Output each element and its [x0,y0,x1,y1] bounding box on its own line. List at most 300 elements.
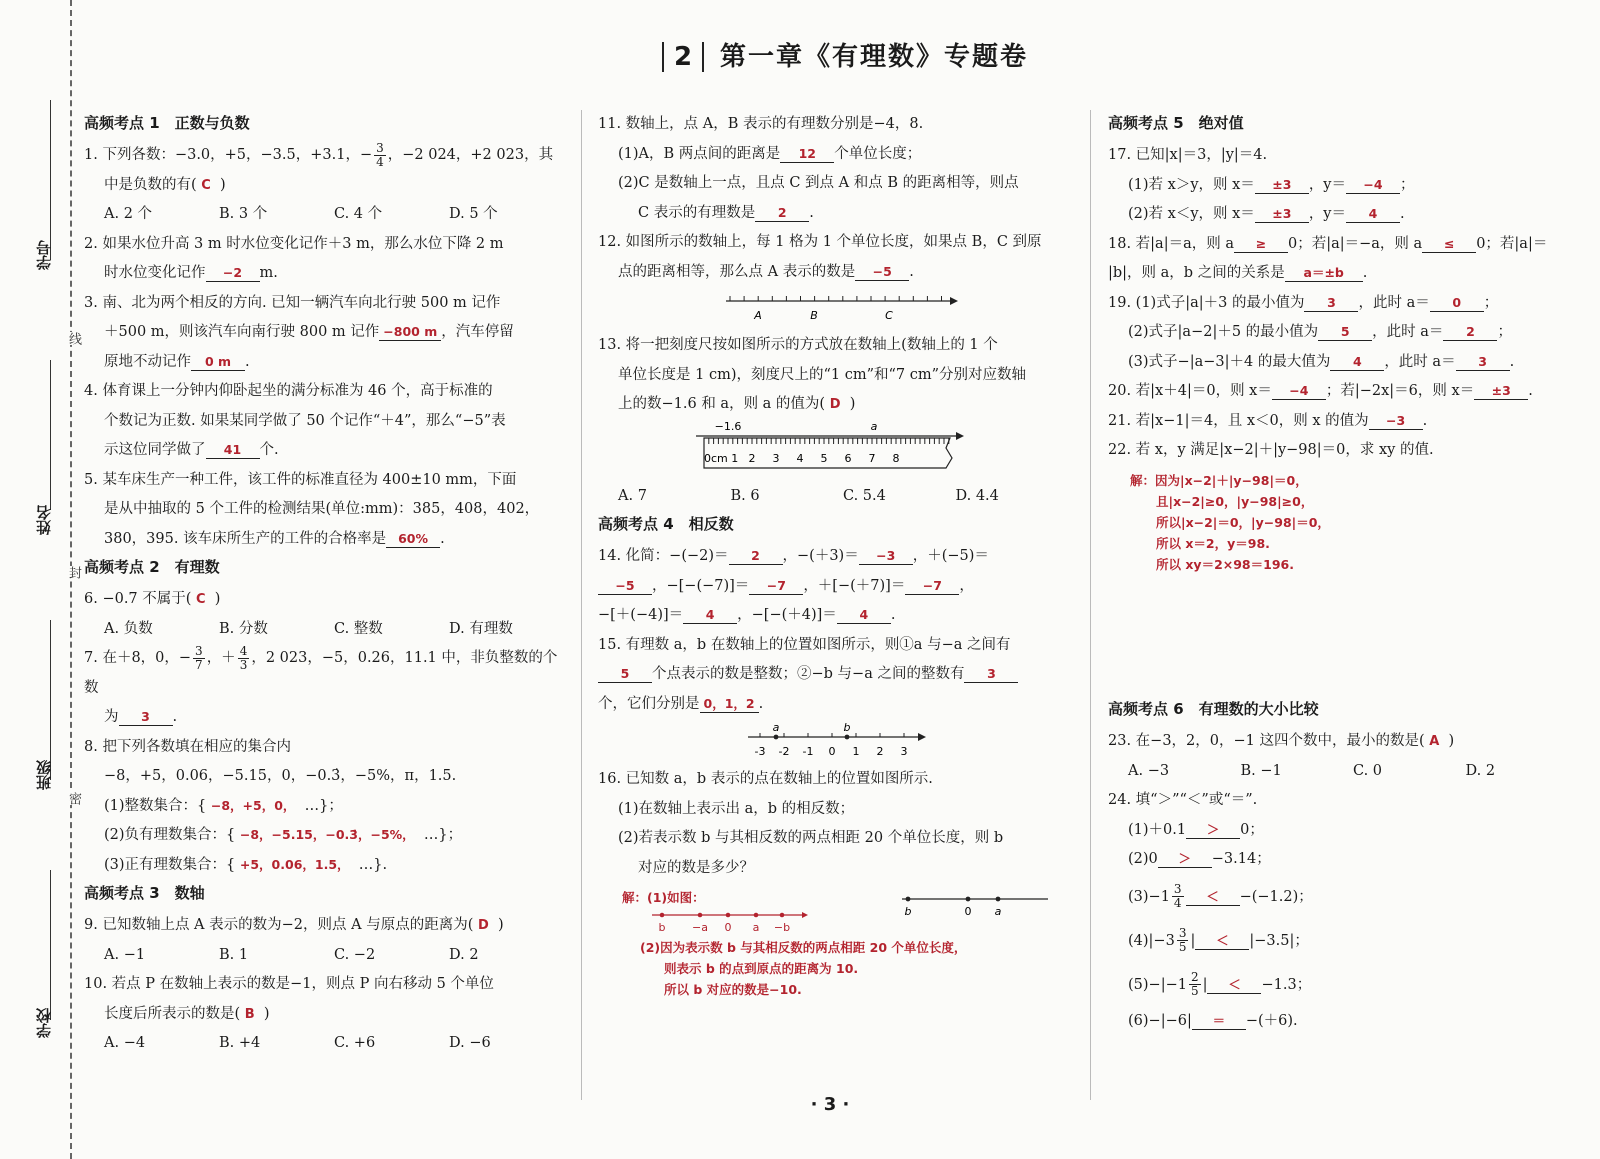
title-number: 2 [662,42,704,72]
tick-label: 1 [852,745,860,758]
answer: +5，0.06，1.5， [239,856,350,872]
denominator: 4 [1173,896,1182,910]
text: (2)若 x＜y，则 x＝ [1128,206,1255,222]
text: 14. 化简：−(−2)＝ [598,548,729,564]
label-a: a [994,905,1002,918]
tick-label: 3 [900,745,908,758]
point-b [845,735,850,740]
question-11 [598,110,1068,228]
text: 个点表示的数是整数；②−b 与−a 之间的整数有 [652,666,965,682]
solution-text: 且|x−2|≥0，|y−98|≥0， [1156,493,1314,509]
text: ； [1483,294,1499,311]
point-neg-b [780,913,785,918]
point-a [774,735,779,740]
solution-text: 所以 xy＝2×98＝196. [1156,556,1294,572]
title-text: 第一章《有理数》专题卷 [720,42,1029,72]
label-0: 0 [964,905,972,918]
number-line-figure [598,719,1068,761]
answer: 3 [1304,295,1358,312]
question-17 [1108,141,1578,230]
text: ，汽车停留 [441,324,514,340]
text: (3)正有理数集合：{ [104,856,236,873]
text: ，此时 a＝ [1358,294,1430,311]
text: …}； [423,827,463,843]
text: . [1528,383,1533,399]
text: ) [497,917,504,933]
section-6-block [1108,696,1578,1036]
label-c: C [885,309,893,322]
text: 9. 已知数轴上点 A 表示的数为−2，则点 A 与原点的距离为( [84,917,474,933]
denominator: 7 [195,657,203,672]
field-line-xingming [50,360,51,510]
denominator: 5 [1190,984,1199,998]
text: | [1190,932,1196,949]
option-c: C. 0 [1353,762,1383,779]
option-a: A. 2 个 [104,206,153,222]
answer: −7 [905,578,959,595]
solution-number-line [648,907,818,937]
text: 0；若|a|＝ [1476,235,1548,252]
denominator: 5 [1178,940,1187,954]
answer: 4 [837,607,891,624]
option-b: B. −1 [1240,762,1282,779]
answer: ＜ [1195,933,1249,950]
text: ) [1448,733,1455,749]
text: 长度后所表示的数是( [104,1005,241,1022]
cut-char-xian: 线 [66,332,81,345]
numerator: 3 [195,643,203,658]
text: 2. 如果水位升高 3 m 时水位变化记作＋3 m，那么水位下降 2 m [84,235,504,252]
text: 10. 若点 P 在数轴上表示的数是−1，则点 P 向右移动 5 个单位 [84,976,494,992]
text: | [1202,976,1208,993]
text: 11. 数轴上，点 A，B 表示的有理数分别是−4，8. [598,116,924,132]
options [1108,757,1578,787]
ticks [730,296,942,301]
text: ，此时 a＝ [1384,353,1456,370]
text: ，−2 024，+2 023，其 [387,147,554,163]
answer: ＞ [1158,851,1212,868]
page-number: · 3 · [810,1094,850,1115]
text: (2)C 是数轴上一点，且点 C 到点 A 和点 B 的距离相等，则点 [618,175,1019,191]
label-b: B [810,309,818,322]
denominator: 3 [239,657,248,672]
answer: ＝ [1192,1013,1246,1030]
solution-text: 所以 x＝2，y＝98. [1156,535,1270,551]
text: (3)−1 [1128,888,1170,905]
text: ，−(＋3)＝ [782,548,859,564]
answer: −8，−5.15，−0.3̇，−5%， [239,827,415,842]
tick-label: 0 [828,745,836,758]
answer: 5 [598,666,652,683]
tick-label: -1 [802,745,814,758]
point-b [906,897,911,902]
answer: −800 m [379,324,441,341]
label-neg-a: −a [692,921,708,934]
cut-line [70,0,72,1159]
text: 24. 填“＞”“＜”或“＝”. [1108,792,1258,808]
text: ＋500 m，则该汽车向南行驶 800 m 记作 [104,324,380,340]
label-0: 0 [724,921,732,934]
option-d: D. 4.4 [955,487,999,504]
solution-text: 所以 b 对应的数是−10. [664,982,802,997]
text: 8. 把下列各数填在相应的集合内 [84,738,291,755]
text: (4)|−3 [1128,932,1175,949]
option-c: C. 5.4 [843,487,886,504]
text: ；若|−2x|＝6，则 x＝ [1325,383,1475,399]
label-banji: 班级 [35,760,53,790]
solution-text: 解：(1)如图： [622,890,705,905]
text: 0； [1240,821,1264,838]
option-d: D. 2 [449,946,479,963]
answer: 2 [1443,324,1497,341]
solution-text: 所以|x−2|＝0，|y−98|＝0， [1156,514,1330,530]
text: 12. 如图所示的数轴上，每 1 格为 1 个单位长度，如果点 B，C 到原 [598,234,1042,250]
fraction [1177,927,1189,954]
ruler-num: 7 [868,451,876,465]
answer: ＞ [1186,822,1240,839]
text: 3. 南、北为两个相反的方向. 已知一辆汽车向北行驶 500 m 记作 [84,294,501,311]
text: |b|，则 a，b 之间的关系是 [1108,265,1285,281]
ruler-ticks [704,438,949,444]
section-heading: 高频考点 5 绝对值 [1108,114,1244,132]
answer: 3 [1456,354,1510,371]
label-a: a [752,921,760,934]
field-line-xuehao [50,100,51,260]
label-b: b [843,721,851,734]
label-neg-b: −b [773,921,791,934]
text: . [909,263,914,280]
option-a: A. 7 [618,487,647,504]
label-b: b [658,921,666,934]
option-c: C. 整数 [334,620,383,637]
text: . [1509,353,1515,370]
answer: ±3 [1474,383,1528,400]
question-3 [84,289,564,378]
ruler-figure [598,420,1068,478]
text: 22. 若 x，y 满足|x−2|＋|y−98|＝0，求 xy 的值. [1108,442,1434,458]
options [598,482,1068,512]
question-13 [598,331,1068,511]
option-d: D. 5 个 [449,206,498,222]
text: (6)−|−6| [1128,1012,1192,1029]
text: 为 [104,709,119,725]
point-a [996,897,1001,902]
answer: ≤ [1422,236,1476,253]
question-4 [84,377,564,466]
cut-char-mi: 密 [66,792,81,805]
answer: B [244,1006,255,1022]
point-0 [726,913,731,918]
text: ) [849,396,856,412]
text: . [440,530,445,547]
text: 23. 在−3，2，0，−1 这四个数中，最小的数是( [1108,733,1425,749]
arrow [802,912,808,918]
text: ，−[−(−7)]＝ [652,577,750,594]
text: ，此时 a＝ [1372,324,1444,340]
arrow [950,297,958,305]
text: −(＋6). [1245,1012,1298,1029]
option-b: B. 分数 [219,620,268,637]
text: 时水位变化记作 [104,265,206,281]
answer: A [1429,734,1440,749]
text: −3.14； [1211,851,1271,867]
number-line-figure [598,287,1068,327]
option-c: C. −2 [334,946,376,963]
answer: 5 [1318,324,1372,341]
answer: ＜ [1186,889,1240,906]
text: 个数记为正数. 如果某同学做了 50 个记作“＋4”，那么“−5”表 [104,412,506,429]
answer: 2 [755,205,809,222]
option-d: D. 有理数 [449,620,513,637]
answer: 3 [119,709,173,726]
binding-margin [0,0,81,1159]
ruler-num: 5 [820,451,828,465]
text: (5)−|−1 [1128,976,1187,993]
text: 是从中抽取的 5 个工件的检测结果(单位:mm)：385，408，402， [104,501,540,517]
answer: 4 [683,607,737,624]
text: (1)＋0.1 [1128,821,1187,838]
point-b [660,913,665,918]
question-12 [598,228,1068,331]
text: (2)负有理数集合：{ [104,827,236,843]
question-24 [1108,786,1578,1036]
answer: ＜ [1207,977,1261,994]
answer: −4 [1346,177,1400,194]
text: (3)式子−|a−3|＋4 的最大值为 [1128,353,1331,370]
answer: 0，1，2 [700,696,759,713]
answer: D [477,918,489,933]
section-heading: 高频考点 3 数轴 [84,884,205,902]
point-0 [966,897,971,902]
ruler-num: 0cm 1 [704,451,739,465]
answer: −7 [749,578,803,595]
solution-text: 解：因为|x−2|＋|y−98|＝0， [1130,472,1308,488]
text: ，＋[−(＋7)]＝ [803,577,906,594]
option-a: A. −3 [1128,762,1170,779]
section-heading: 高频考点 4 相反数 [598,515,734,533]
question-7 [84,644,564,733]
text: 点的距离相等，那么点 A 表示的数是 [618,263,856,280]
question-9 [84,911,564,970]
column-divider [1090,110,1091,1100]
text: 17. 已知|x|＝3，|y|＝4. [1108,147,1268,163]
text: ，y＝ [1308,176,1347,193]
text: 示这位同学做了 [104,442,206,458]
ruler-num: 6 [844,451,852,465]
section-heading: 高频考点 2 有理数 [84,558,220,576]
question-22 [1108,436,1578,575]
text: 中是负数的有( [104,176,197,193]
question-19 [1108,289,1578,378]
question-10 [84,970,564,1059]
question-5 [84,466,564,555]
text: ，＋ [206,650,236,666]
text: ) [263,1005,270,1022]
option-b: B. +4 [219,1035,261,1051]
text: 6. −0.7 不属于( [84,591,192,607]
text: (2)式子|a−2|＋5 的最小值为 [1128,324,1319,340]
text: ， [959,577,974,594]
text: 4. 体育课上一分钟内仰卧起坐的满分标准为 46 个，高于标准的 [84,383,493,399]
tick-label: -3 [754,745,766,758]
label-a: A [754,309,762,322]
answer: 0 m [191,354,245,371]
label-minus-1-6: −1.6 [714,419,742,433]
answer: −2 [206,265,260,282]
answer: D [829,397,841,412]
section-heading: 高频考点 6 有理数的大小比较 [1108,700,1319,718]
text: . [1362,265,1368,281]
answer: 4 [1346,206,1400,223]
text: (1)整数集合：{ [104,797,207,814]
option-b: B. 6 [730,487,760,504]
answer: 0 [1430,295,1484,312]
column-right [1108,110,1578,1029]
fraction [1172,883,1184,910]
text: . [809,204,814,221]
text: 7. 在＋8，0，− [84,650,192,666]
answer: C [196,592,206,607]
text: 个，它们分别是 [598,695,700,712]
text: m. [259,265,278,281]
answer: −3 [1369,413,1423,430]
question-6 [84,585,564,644]
answer: 3 [964,666,1018,683]
text: 19. (1)式子|a|＋3 的最小值为 [1108,294,1305,311]
option-a: A. 负数 [104,620,153,637]
numerator: 3 [376,140,384,155]
answer: 41 [206,442,260,459]
text: −1.3； [1261,976,1312,993]
text: . [172,709,178,725]
question-8 [84,733,564,881]
text: . [1400,206,1405,222]
page-title [0,36,1600,73]
text: 个单位长度； [834,145,922,162]
arrow [918,733,926,741]
question-1 [84,141,564,230]
option-b: B. 3 个 [219,206,268,222]
text: 对应的数是多少？ [638,859,754,876]
ruler-num: 2 [748,451,756,465]
answer: 60% [386,531,440,548]
field-line-xuexiao [50,870,51,1020]
question-16 [598,765,1068,1003]
cut-char-feng: 封 [66,566,81,579]
text: −8，+5，0.06，−5.15，0，−0.3̇，−5%，π，1.5. [104,768,457,784]
option-d: D. −6 [449,1035,491,1051]
answer: C [201,177,211,193]
fraction [374,142,386,169]
denominator: 4 [376,154,384,169]
solution-block [598,883,1068,1003]
text: ； [1400,176,1415,193]
answer: ±3 [1255,177,1309,194]
answer: ±3 [1255,206,1309,223]
text: …}. [358,856,388,873]
option-c: C. 4 个 [334,206,383,222]
numerator: 4 [239,643,248,658]
label-b: b [904,905,912,918]
answer: −5 [855,264,909,281]
answer: 4 [1330,354,1384,371]
label-xingming: 姓名 [35,505,53,535]
answer: 12 [780,146,834,163]
point-neg-a [698,913,703,918]
text: ) [220,176,226,193]
answer: −8，+5，0， [210,797,296,813]
text: 原地不动记作 [104,353,191,370]
column-middle [598,110,1068,1003]
answer: −4 [1272,383,1326,400]
fraction [238,645,250,672]
answer: −5 [598,578,652,595]
text: . [758,695,764,712]
text: ) [214,591,221,607]
text: . [890,607,896,623]
tick-label: -2 [778,745,790,758]
text: |−3.5|； [1249,932,1309,949]
fraction [193,645,205,672]
text: 21. 若|x−1|＝4，且 x＜0，则 x 的值为 [1108,412,1369,429]
options [84,615,564,645]
text: 13. 将一把刻度尺按如图所示的方式放在数轴上(数轴上的 1 个 [598,337,998,353]
answer: 2 [729,548,783,565]
ruler-num: 4 [796,451,804,465]
text: . [245,353,250,370]
option-c: C. +6 [334,1035,376,1051]
text: ，y＝ [1308,206,1347,222]
options [84,1029,564,1059]
text: 1. 下列各数：−3.0，+5，−3.5，+3.1，− [84,147,373,163]
text: 5. 某车床生产一种工件，该工件的标准直径为 400±10 mm，下面 [84,471,517,488]
label-xuehao: 学号 [35,240,53,270]
tick-label: 2 [876,745,884,758]
text: 16. 已知数 a，b 表示的点在数轴上的位置如图所示. [598,771,933,787]
text: ； [1497,324,1512,340]
text: 380，395. 该车床所生产的工件的合格率是 [104,530,387,547]
numerator: 3 [1178,926,1187,940]
question-14 [598,542,1068,631]
arrow [956,432,964,440]
question-21 [1108,407,1578,437]
option-b: B. 1 [219,946,249,963]
text: −(−1.2)； [1239,888,1313,905]
ruler-num: 8 [892,451,900,465]
text: 18. 若|a|＝a，则 a [1108,235,1234,252]
given-number-line [898,889,1058,919]
solution-text: 则表示 b 的点到原点的距离为 10. [664,961,859,976]
question-2 [84,230,564,289]
text: −[＋(−4)]＝ [598,607,684,623]
ruler-num: 3 [772,451,780,465]
text: …}； [304,797,343,814]
text: (1)若 x＞y，则 x＝ [1128,176,1255,193]
text: 上的数−1.6 和 a，则 a 的值为( [618,396,826,412]
question-20 [1108,377,1578,407]
column-divider [581,110,582,1100]
text: C 表示的有理数是 [638,204,756,221]
answer: a＝±b [1285,265,1363,282]
text: (2)0 [1128,851,1158,867]
numerator: 3 [1173,882,1182,896]
question-23 [1108,727,1578,786]
option-a: A. −4 [104,1035,146,1051]
options [84,941,564,971]
text: (2)若表示数 b 与其相反数的两点相距 20 个单位长度，则 b [618,830,1004,846]
text: 20. 若|x＋4|＝0，则 x＝ [1108,383,1272,399]
label-a: a [772,721,780,734]
